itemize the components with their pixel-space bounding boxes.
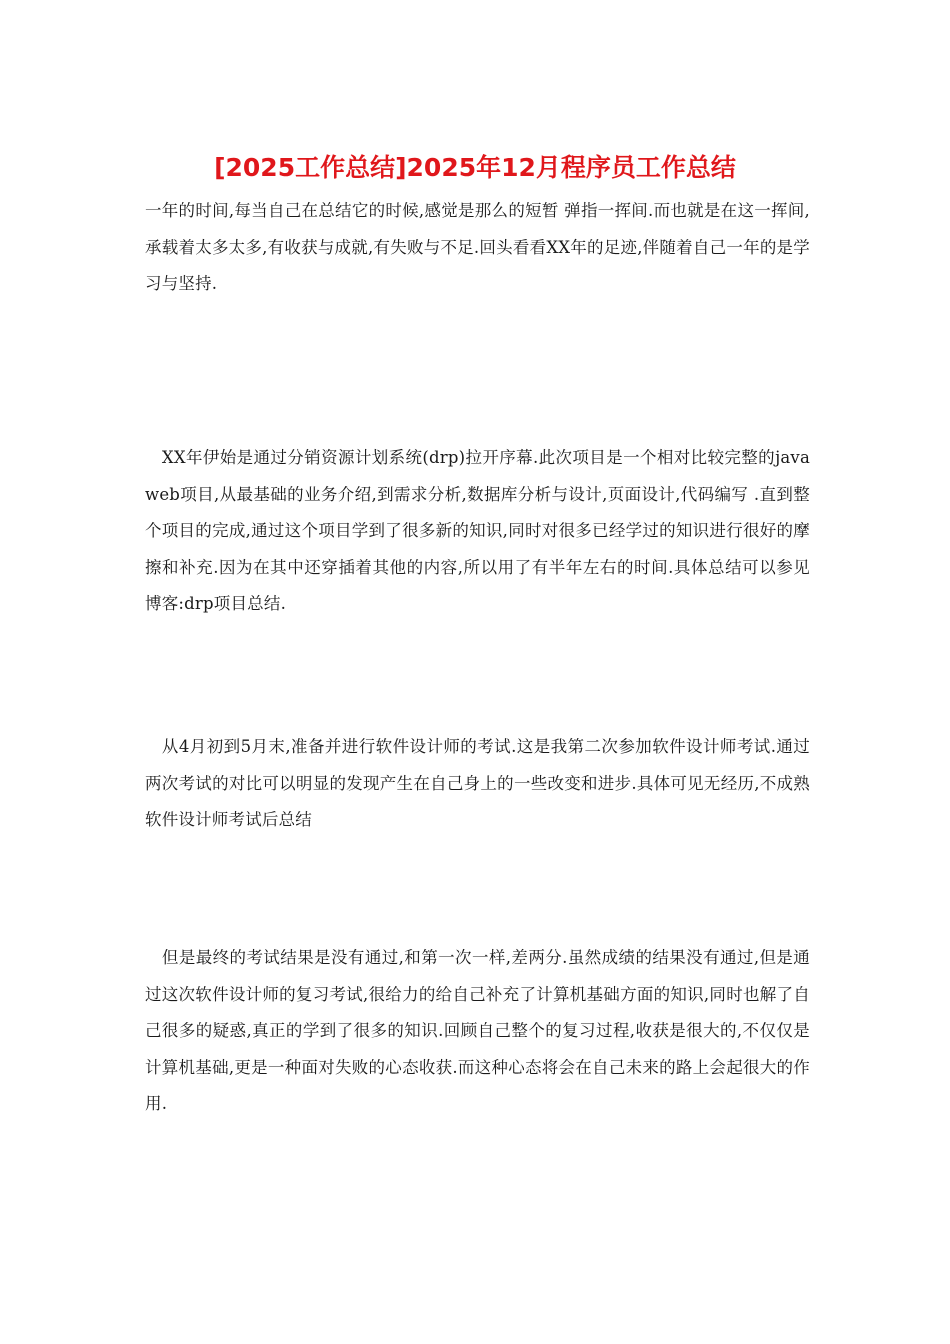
document-title: [2025工作总结]2025年12月程序员工作总结 xyxy=(214,153,736,182)
paragraph-exam-result: 但是最终的考试结果是没有通过,和第一次一样,差两分.虽然成绩的结果没有通过,但是通过这次软件设计师的复习考试,很给力的给自己补充了计算机基础方面的知识,同时也解了自己很多的疑惑,真正的学到了很多的知识.回顾自己整个的复习过程,收获是很大的,不仅仅是计算机基础,更是一种面对失败的心态收获.而这种心态将会在自己未来的路上会起很大的作用. xyxy=(145,948,810,1114)
paragraph-exam-preparation: 从4月初到5月末,准备并进行软件设计师的考试.这是我第二次参加软件设计师考试.通过两次考试的对比可以明显的发现产生在自己身上的一些改变和进步.具体可见无经历,不成熟 软件设计师考试后总结 xyxy=(145,737,810,830)
paragraph-drp-project: XX年伊始是通过分销资源计划系统(drp)拉开序幕.此次项目是一个相对比较完整的java web项目,从最基础的业务介绍,到需求分析,数据库分析与设计,页面设计,代码编写 .直到整个项目的完成,通过这个项目学到了很多新的知识,同时对很多已经学过的知识进行很好的摩擦和补充.因为在其中还穿插着其他的内容,所以用了有半年左右的时间.具体总结可以参见博客:drp项目总结. xyxy=(145,448,810,614)
paragraph-intro: 一年的时间,每当自己在总结它的时候,感觉是那么的短暂 弹指一挥间.而也就是在这一挥间,承载着太多太多,有收获与成就,有失败与不足.回头看看XX年的足迹,伴随着自己一年的是学习与坚持. xyxy=(145,201,810,294)
